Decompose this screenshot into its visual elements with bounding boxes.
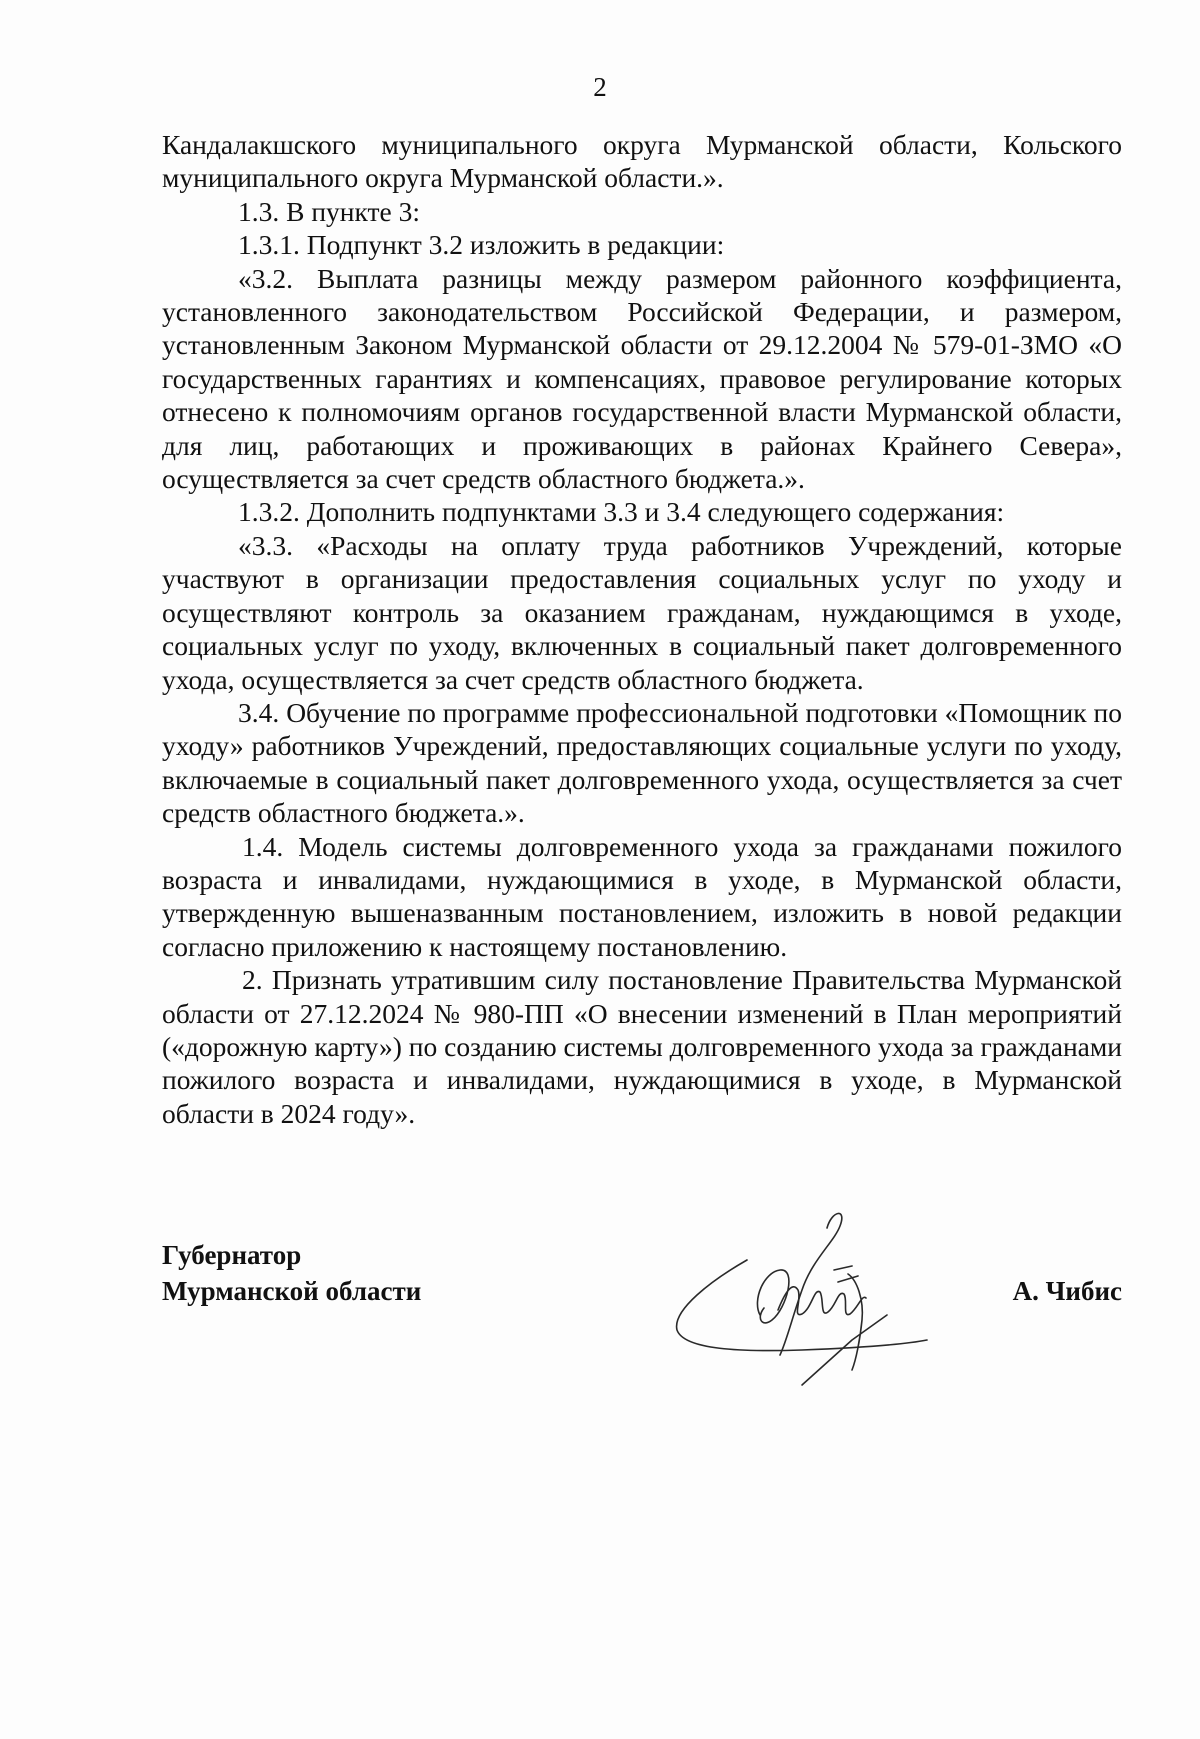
signer-name: А. Чибис [1012, 1276, 1122, 1306]
document-body [162, 128, 1122, 1130]
page-number: 2 [593, 72, 607, 102]
paragraph-continuation: Кандалакшского муниципального округа Мурманской области, Кольского муниципального округа Мурманской области.». [162, 129, 1122, 194]
paragraph-2: 2. Признать утратившим силу постановление Правительства Мурманской области от 27.12.2024 № 980-ПП «О внесении изменений в План мероприятий («дорожную карту») по созданию системы долговременного ухода за гражданами пожилого возраста и инвалидами, нуждающимися в уходе, в Мурманской области в 2024 году». [162, 964, 1122, 1129]
paragraph-1-3-1: 1.3.1. Подпункт 3.2 изложить в редакции: [238, 229, 725, 261]
signer-title-line-1: Губернатор [162, 1240, 302, 1270]
paragraph-3-3-quote: «3.3. «Расходы на оплату труда работников Учреждений, которые участвуют в организации предоставления социальных услуг по уходу и осуществляют контроль за оказанием гражданам, нуждающимся в уходе, социальных услуг по уходу, включенных в социальный пакет долговременного ухода, осуществляется за счет средств областного бюджета. [162, 529, 1122, 695]
paragraph-3-2-quote: «3.2. Выплата разницы между размером районного коэффициента, установленного законодательством Российской Федерации, и размером, установленным Законом Мурманской области от 29.12.2004 № 579-01-ЗМО «О государственных гарантиях и компенсациях, правовое регулирование которых отнесено к полномочиям органов государственной власти Мурманской области, для лиц, работающих и проживающих в районах Крайнего Севера», осуществляется за счет средств областного бюджета.». [162, 262, 1122, 495]
signature-block [162, 1240, 1122, 1400]
paragraph-3-4: 3.4. Обучение по программе профессиональной подготовки «Помощник по уходу» работников Учреждений, предоставляющих социальные услуги по уходу, включаемые в социальный пакет долговременного ухода, осуществляется за счет средств областного бюджета.». [162, 696, 1122, 829]
paragraph-1-4: 1.4. Модель системы долговременного ухода за гражданами пожилого возраста и инвалидами, нуждающимися в уходе, в Мурманской области, утвержденную вышеназванным постановлением, изложить в новой редакции согласно приложению к настоящему постановлению. [162, 830, 1122, 962]
paragraph-1-3: 1.3. В пункте 3: [238, 195, 421, 227]
paragraph-1-3-2: 1.3.2. Дополнить подпунктами 3.3 и 3.4 следующего содержания: [238, 496, 1005, 528]
signer-title-line-2: Мурманской области [162, 1276, 422, 1306]
handwritten-signature-icon [652, 1190, 942, 1400]
